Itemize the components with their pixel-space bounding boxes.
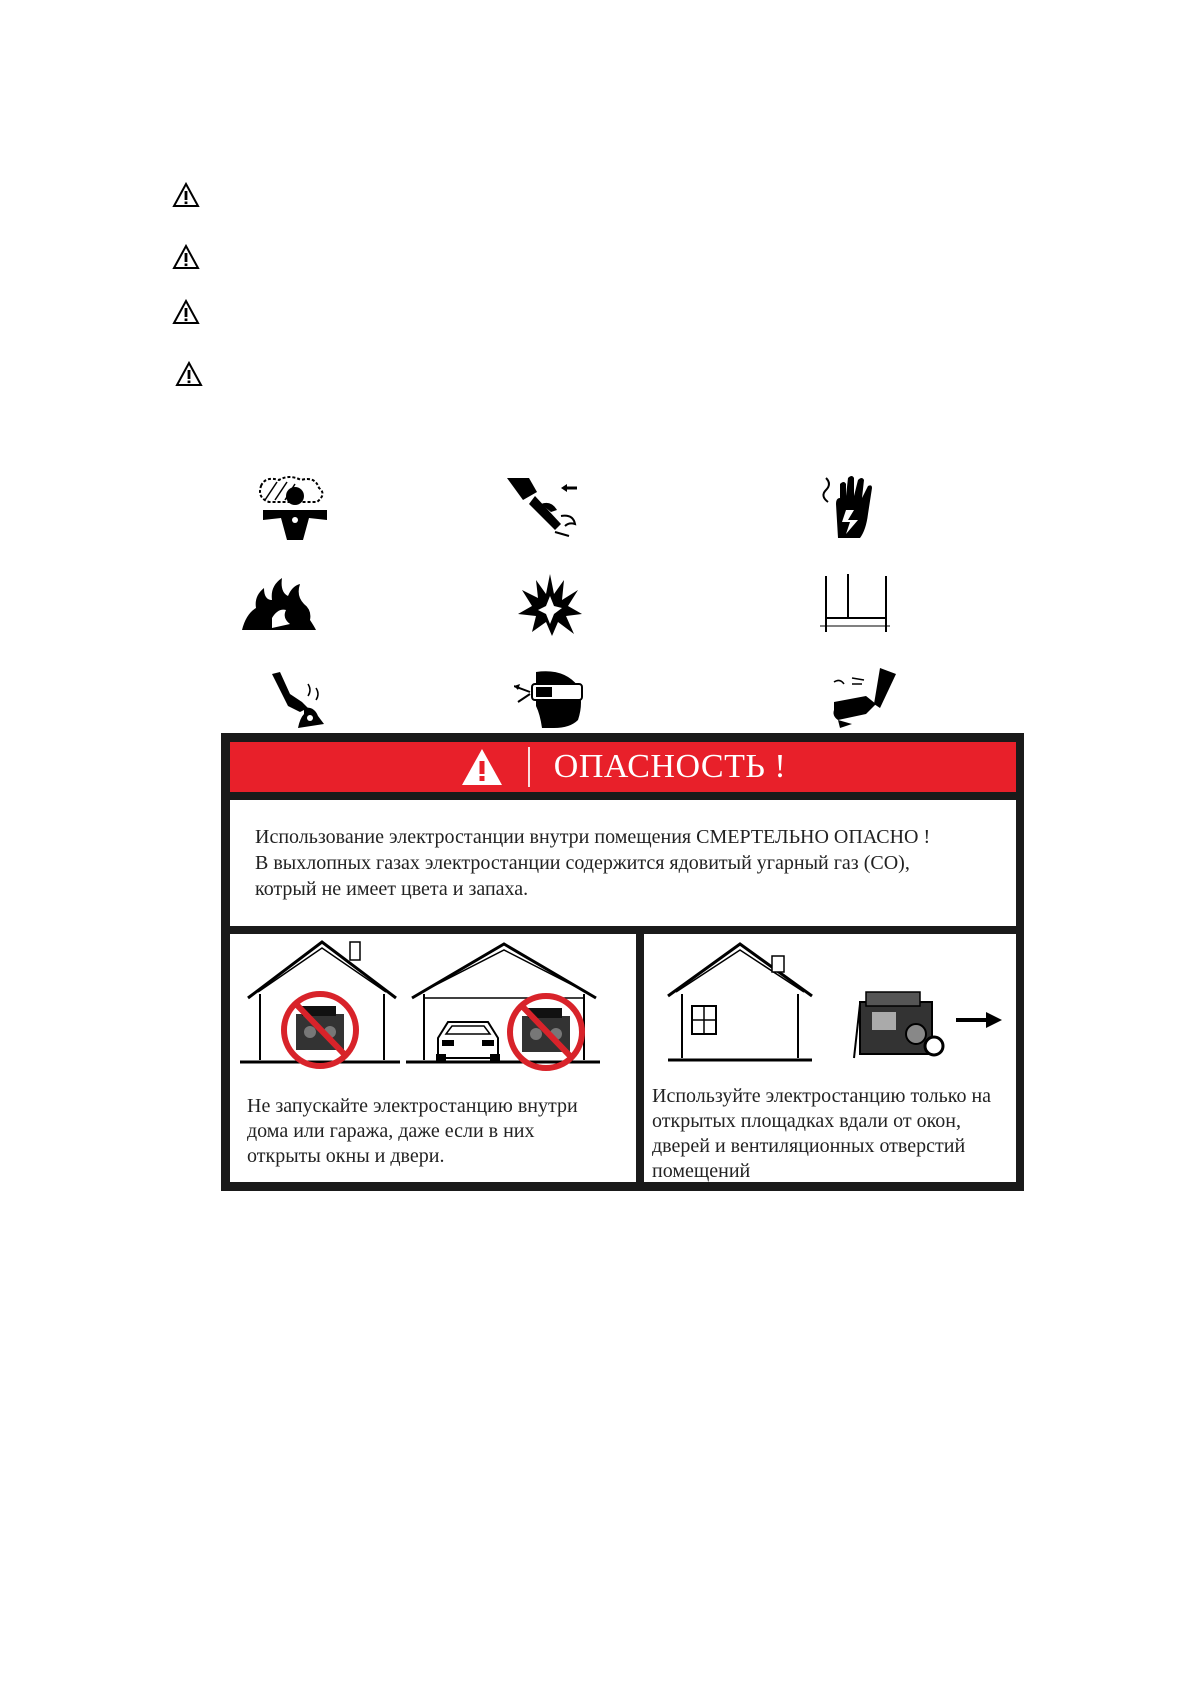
left-caption-line-2: дома или гаража, даже если в них bbox=[247, 1120, 535, 1142]
hazard-pictogram-grid bbox=[0, 0, 1191, 740]
right-caption-line-2: открытых площадках вдали от окон, bbox=[652, 1110, 961, 1132]
right-caption-line-1: Используйте электростанцию только на bbox=[652, 1085, 992, 1107]
danger-body-line-2: В выхлопных газах электростанции содержится ядовитый угарный газ (CO), bbox=[255, 852, 910, 874]
right-caption-line-3: дверей и вентиляционных отверстий bbox=[652, 1135, 966, 1157]
car-icon bbox=[436, 1022, 500, 1062]
danger-triangle-icon bbox=[460, 747, 504, 787]
electric-shock-icon bbox=[820, 474, 880, 540]
house-icon bbox=[668, 944, 812, 1060]
outdoor-use-panel bbox=[644, 934, 1016, 1182]
outdoor-use-illustration bbox=[644, 934, 1016, 1084]
danger-body-line-3: котрый не имеет цвета и запаха. bbox=[255, 878, 529, 900]
indoor-prohibited-caption bbox=[247, 1094, 630, 1169]
left-caption-line-1: Не запускайте электростанцию внутри bbox=[247, 1095, 578, 1117]
danger-header bbox=[230, 742, 1016, 792]
danger-title: ОПАСНОСТЬ ! bbox=[553, 748, 787, 785]
fire-icon bbox=[242, 574, 316, 630]
indoor-prohibited-panel bbox=[230, 934, 636, 1182]
header-separator bbox=[528, 747, 530, 787]
toxic-fumes-icon bbox=[255, 474, 335, 540]
indoor-prohibited-illustration bbox=[230, 934, 636, 1084]
explosion-icon bbox=[518, 574, 582, 636]
arrow-right-icon bbox=[956, 1012, 1002, 1028]
danger-description bbox=[230, 800, 1016, 926]
left-caption-line-3: открыты окны и двери. bbox=[247, 1145, 445, 1167]
prohibition-icon bbox=[510, 996, 582, 1068]
outdoor-use-caption bbox=[652, 1084, 1012, 1184]
eye-face-protection-icon bbox=[514, 670, 584, 728]
danger-body-line-1: Использование электростанции внутри помещения СМЕРТЕЛЬНО ОПАСНО ! bbox=[255, 826, 931, 848]
rotating-parts-icon bbox=[830, 668, 896, 728]
generator-icon bbox=[854, 992, 943, 1058]
ventilation-space-icon bbox=[820, 574, 890, 632]
right-caption-line-4: помещений bbox=[652, 1160, 751, 1182]
prohibition-icon bbox=[284, 994, 356, 1066]
cut-hazard-icon bbox=[505, 474, 585, 540]
hot-surface-icon bbox=[268, 672, 326, 728]
danger-co-warning-panel bbox=[221, 733, 1024, 1191]
